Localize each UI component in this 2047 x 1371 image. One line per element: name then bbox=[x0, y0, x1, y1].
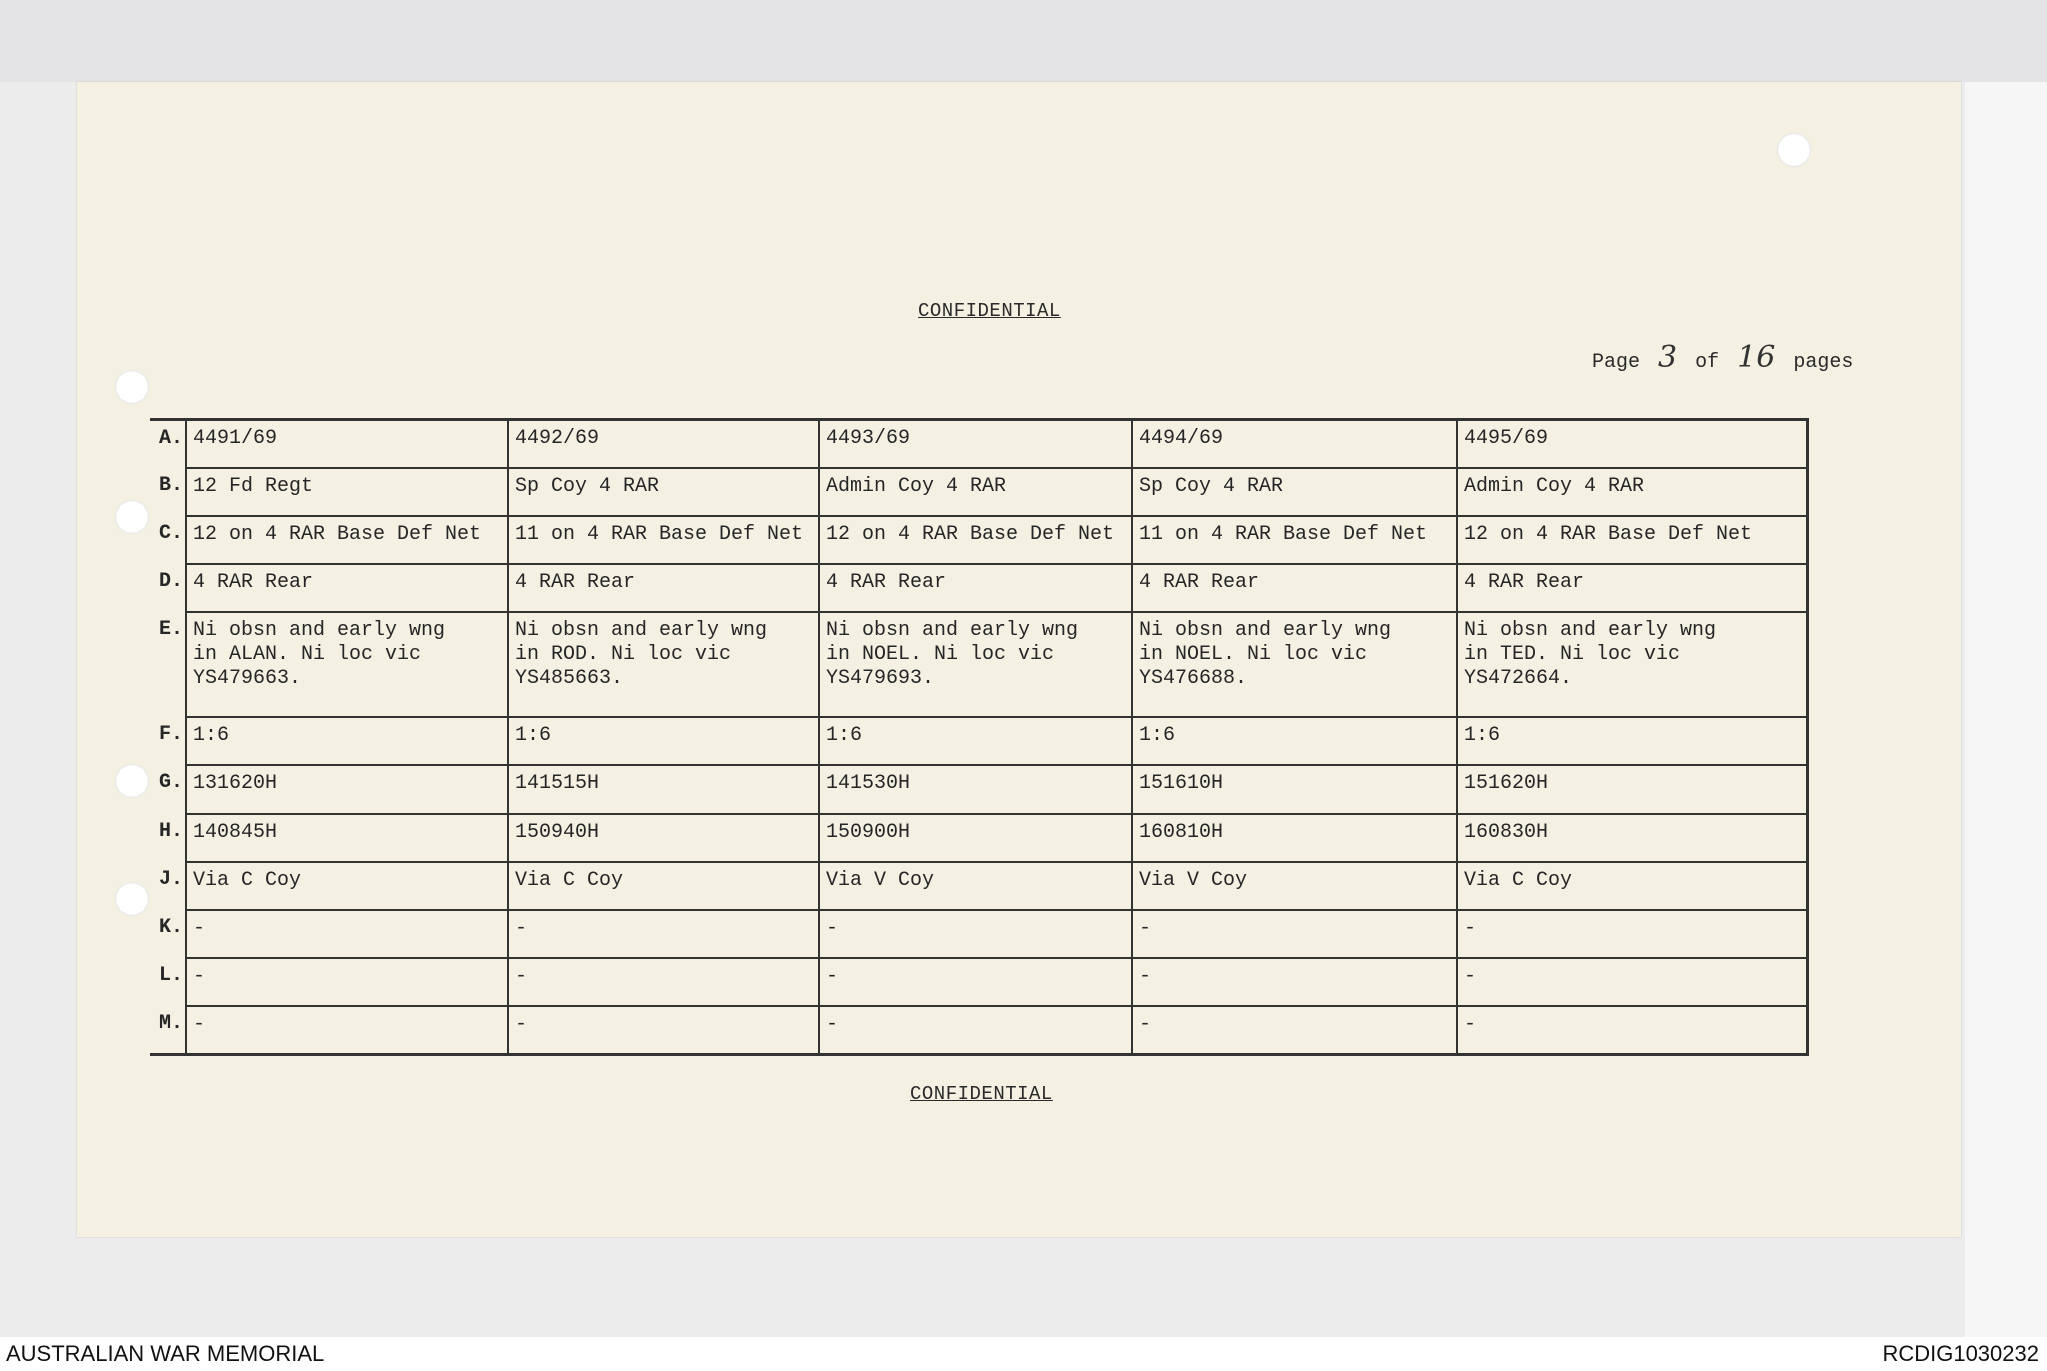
table-cell: Via C Coy bbox=[508, 862, 819, 910]
table-row bbox=[150, 420, 1807, 468]
table-cell: Sp Coy 4 RAR bbox=[508, 468, 819, 516]
archive-id: RCDIG1030232 bbox=[1882, 1341, 2039, 1366]
confidential-header: CONFIDENTIAL bbox=[918, 300, 1061, 322]
table-cell: 12 on 4 RAR Base Def Net bbox=[186, 516, 508, 564]
table-cell: Admin Coy 4 RAR bbox=[819, 468, 1132, 516]
row-label: J. bbox=[150, 862, 186, 910]
table-cell: 160830H bbox=[1457, 814, 1807, 862]
table-cell: 150900H bbox=[819, 814, 1132, 862]
archive-name: AUSTRALIAN WAR MEMORIAL bbox=[6, 1341, 325, 1366]
row-label: C. bbox=[150, 516, 186, 564]
table-cell: 4 RAR Rear bbox=[1132, 564, 1457, 612]
row-label: H. bbox=[150, 814, 186, 862]
pages-label: pages bbox=[1793, 351, 1854, 374]
table-cell: 4492/69 bbox=[508, 420, 819, 468]
table-cell: - bbox=[819, 958, 1132, 1006]
table-cell: 4491/69 bbox=[186, 420, 508, 468]
table-cell: 151610H bbox=[1132, 765, 1457, 813]
row-label: M. bbox=[150, 1006, 186, 1054]
row-label: E. bbox=[150, 612, 186, 717]
table-cell: 4 RAR Rear bbox=[186, 564, 508, 612]
table-cell: 11 on 4 RAR Base Def Net bbox=[508, 516, 819, 564]
table-cell: 12 on 4 RAR Base Def Net bbox=[1457, 516, 1807, 564]
table-cell: 4 RAR Rear bbox=[819, 564, 1132, 612]
table-row bbox=[150, 717, 1807, 765]
table-cell: - bbox=[508, 910, 819, 958]
form-table-body bbox=[150, 420, 1807, 1055]
table-cell: 1:6 bbox=[1132, 717, 1457, 765]
table-cell: Ni obsn and early wng in ROD. Ni loc vic YS485663. bbox=[508, 612, 819, 717]
table-cell: - bbox=[819, 910, 1132, 958]
table-cell: - bbox=[508, 958, 819, 1006]
confidential-footer: CONFIDENTIAL bbox=[910, 1083, 1053, 1105]
table-cell: - bbox=[1132, 910, 1457, 958]
table-cell: 140845H bbox=[186, 814, 508, 862]
table-cell: - bbox=[1132, 1006, 1457, 1054]
table-cell: Ni obsn and early wng in NOEL. Ni loc vic YS476688. bbox=[1132, 612, 1457, 717]
table-cell: 4 RAR Rear bbox=[508, 564, 819, 612]
table-cell: - bbox=[186, 958, 508, 1006]
table-cell: Via C Coy bbox=[186, 862, 508, 910]
table-row bbox=[150, 765, 1807, 813]
table-cell: 1:6 bbox=[508, 717, 819, 765]
table-row bbox=[150, 564, 1807, 612]
table-row bbox=[150, 468, 1807, 516]
table-cell: 12 on 4 RAR Base Def Net bbox=[819, 516, 1132, 564]
table-cell: Ni obsn and early wng in ALAN. Ni loc vic YS479663. bbox=[186, 612, 508, 717]
table-cell: 150940H bbox=[508, 814, 819, 862]
table-cell: - bbox=[1457, 1006, 1807, 1054]
row-label: B. bbox=[150, 468, 186, 516]
table-row bbox=[150, 1006, 1807, 1054]
table-cell: 1:6 bbox=[186, 717, 508, 765]
table-cell: Via C Coy bbox=[1457, 862, 1807, 910]
row-label: D. bbox=[150, 564, 186, 612]
table-row bbox=[150, 862, 1807, 910]
row-label: F. bbox=[150, 717, 186, 765]
table-cell: 141515H bbox=[508, 765, 819, 813]
table-cell: Via V Coy bbox=[1132, 862, 1457, 910]
row-label: G. bbox=[150, 765, 186, 813]
page-total-handwritten: 16 bbox=[1737, 340, 1776, 375]
table-cell: 4 RAR Rear bbox=[1457, 564, 1807, 612]
page-number-line bbox=[1592, 340, 1853, 375]
table-cell: - bbox=[186, 1006, 508, 1054]
table-cell: 1:6 bbox=[819, 717, 1132, 765]
table-cell: 160810H bbox=[1132, 814, 1457, 862]
table-row bbox=[150, 910, 1807, 958]
page-current-handwritten: 3 bbox=[1658, 340, 1678, 375]
scan-background-top bbox=[0, 0, 2047, 82]
punch-hole-3 bbox=[115, 764, 149, 798]
row-label: L. bbox=[150, 958, 186, 1006]
table-cell: 4495/69 bbox=[1457, 420, 1807, 468]
table-row bbox=[150, 814, 1807, 862]
table-cell: - bbox=[819, 1006, 1132, 1054]
table-cell: Ni obsn and early wng in NOEL. Ni loc vic YS479693. bbox=[819, 612, 1132, 717]
punch-hole-1 bbox=[115, 370, 149, 404]
punch-hole-top-right bbox=[1777, 133, 1811, 167]
table-cell: 4494/69 bbox=[1132, 420, 1457, 468]
page-of-label: of bbox=[1695, 351, 1720, 374]
scan-backing-sheet bbox=[1965, 82, 2047, 1337]
table-cell: Ni obsn and early wng in TED. Ni loc vic YS472664. bbox=[1457, 612, 1807, 717]
message-form-table bbox=[150, 418, 1809, 1056]
table-cell: Admin Coy 4 RAR bbox=[1457, 468, 1807, 516]
table-cell: 141530H bbox=[819, 765, 1132, 813]
table-row bbox=[150, 516, 1807, 564]
row-label: A. bbox=[150, 420, 186, 468]
page-label: Page bbox=[1592, 351, 1641, 374]
punch-hole-4 bbox=[115, 882, 149, 916]
row-label: K. bbox=[150, 910, 186, 958]
table-cell: 131620H bbox=[186, 765, 508, 813]
table-cell: 1:6 bbox=[1457, 717, 1807, 765]
table-row bbox=[150, 612, 1807, 717]
table-cell: - bbox=[1457, 958, 1807, 1006]
table-cell: 4493/69 bbox=[819, 420, 1132, 468]
table-row bbox=[150, 958, 1807, 1006]
table-cell: Sp Coy 4 RAR bbox=[1132, 468, 1457, 516]
table-cell: - bbox=[508, 1006, 819, 1054]
archive-footer-bar bbox=[0, 1337, 2047, 1371]
table-cell: - bbox=[1132, 958, 1457, 1006]
table-cell: 12 Fd Regt bbox=[186, 468, 508, 516]
table-cell: 151620H bbox=[1457, 765, 1807, 813]
punch-hole-2 bbox=[115, 500, 149, 534]
table-cell: - bbox=[1457, 910, 1807, 958]
table-cell: - bbox=[186, 910, 508, 958]
table-cell: Via V Coy bbox=[819, 862, 1132, 910]
table-cell: 11 on 4 RAR Base Def Net bbox=[1132, 516, 1457, 564]
